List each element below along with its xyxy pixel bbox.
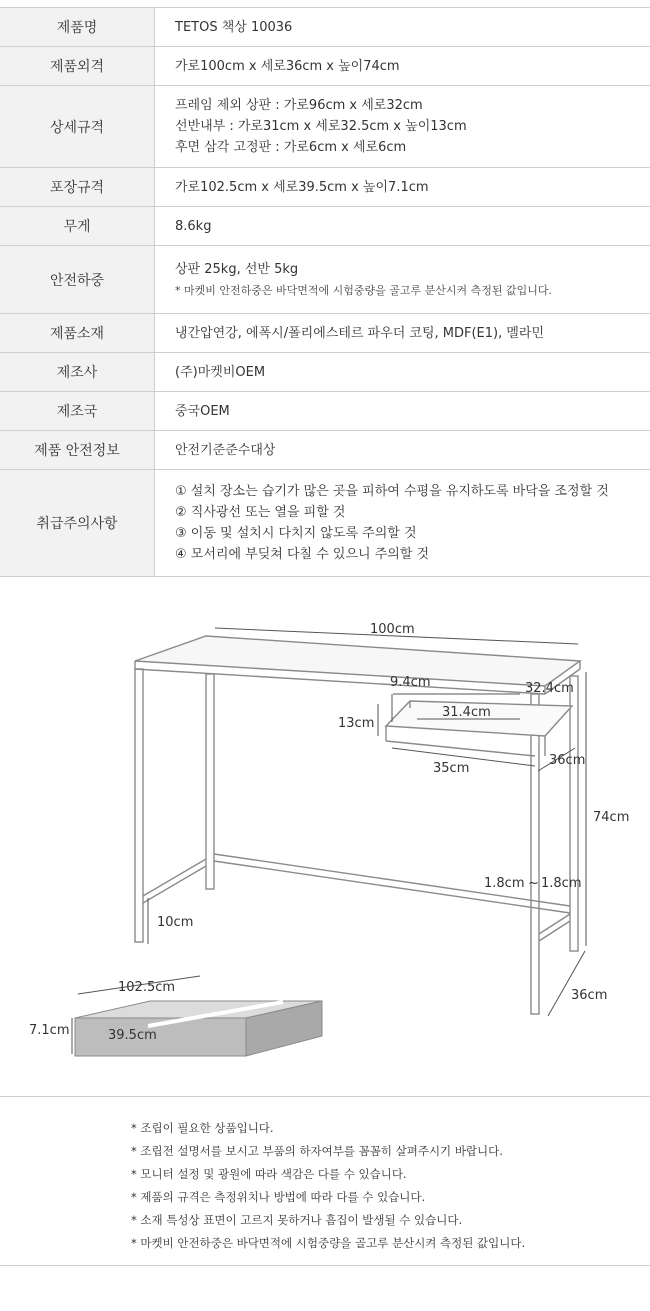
spec-text: 안전기준준수대상 xyxy=(175,442,276,458)
spec-text: 가로102.5cm x 세로39.5cm x 높이7.1cm xyxy=(175,179,429,195)
dim-tube-1: 1.8cm xyxy=(484,876,525,891)
notice-item: * 제품의 규격은 측정위치나 방법에 따라 다를 수 있습니다. xyxy=(131,1190,426,1204)
spec-text: 선반내부 : 가로31cm x 세로32.5cm x 높이13cm xyxy=(175,119,467,134)
spec-text: TETOS 책상 10036 xyxy=(175,19,293,35)
spec-value xyxy=(155,47,650,85)
dim-shelf-inner-width: 31.4cm xyxy=(442,705,491,720)
spec-value xyxy=(155,353,650,391)
notice-item: * 조립전 설명서를 보시고 부품의 하자여부를 꼼꼼히 살펴주시기 바랍니다. xyxy=(131,1144,503,1158)
caution-item: ① 설치 장소는 습기가 많은 곳을 피하여 수평을 유지하도록 바닥을 조정할 것 xyxy=(175,484,609,499)
caution-item: ④ 모서리에 부딪쳐 다칠 수 있으니 주의할 것 xyxy=(175,547,430,562)
spec-label: 제품 안전정보 xyxy=(0,431,155,469)
spec-row-manufacturer xyxy=(0,353,650,392)
spec-label: 제조국 xyxy=(0,392,155,430)
spec-row-outer-size xyxy=(0,47,650,86)
spec-label: 상세규격 xyxy=(0,86,155,167)
desk-frame xyxy=(135,636,580,1014)
dim-bar-height: 10cm xyxy=(157,915,194,930)
dim-base-depth: 36cm xyxy=(571,988,608,1003)
spec-text: (주)마켓비OEM xyxy=(175,364,266,380)
caution-item: ② 직사광선 또는 열을 피할 것 xyxy=(175,505,346,520)
spec-value xyxy=(155,314,650,352)
spec-label: 포장규격 xyxy=(0,168,155,206)
dim-box-height: 7.1cm xyxy=(29,1023,70,1038)
spec-label: 제품소재 xyxy=(0,314,155,352)
spec-value xyxy=(155,168,650,206)
spec-text: 프레임 제외 상판 : 가로96cm x 세로32cm xyxy=(175,98,423,113)
spec-note: * 마켓비 안전하중은 바닥면적에 시험중량을 골고루 분산시켜 측정된 값입니다. xyxy=(175,283,552,297)
spec-text: 중국OEM xyxy=(175,403,230,419)
dim-shelf-width: 35cm xyxy=(433,761,470,776)
spec-row-detail-size xyxy=(0,86,650,168)
notice-item: * 모니터 설정 및 광원에 따라 색감은 다를 수 있습니다. xyxy=(131,1167,407,1181)
spec-table xyxy=(0,7,650,577)
dim-tube-2: 1.8cm xyxy=(541,876,582,891)
dim-shelf-offset: 9.4cm xyxy=(390,675,431,690)
dim-height: 74cm xyxy=(593,810,630,825)
spec-value xyxy=(155,86,650,167)
spec-label: 제품외격 xyxy=(0,47,155,85)
spec-row-weight xyxy=(0,207,650,246)
dim-tube-sep: ~ xyxy=(528,876,539,891)
spec-label: 안전하중 xyxy=(0,246,155,313)
spec-row-load xyxy=(0,246,650,314)
spec-row-caution xyxy=(0,470,650,577)
caution-item: ③ 이동 및 설치시 다치지 않도록 주의할 것 xyxy=(175,526,417,541)
spec-value xyxy=(155,207,650,245)
dim-shelf-depth: 32.4cm xyxy=(525,681,574,696)
spec-row-origin xyxy=(0,392,650,431)
desk-dimension-diagram xyxy=(0,576,650,1096)
spec-text: 가로100cm x 세로36cm x 높이74cm xyxy=(175,58,400,74)
notice-item: * 마켓비 안전하중은 바닥면적에 시험중량을 골고루 분산시켜 측정된 값입니다. xyxy=(131,1236,526,1250)
spec-value xyxy=(155,246,650,313)
spec-row-package-size xyxy=(0,168,650,207)
dim-shelf-height: 13cm xyxy=(338,716,375,731)
spec-row-safety xyxy=(0,431,650,470)
notice-item: * 소재 특성상 표면이 고르지 못하거나 흠집이 발생될 수 있습니다. xyxy=(131,1213,463,1227)
dim-width: 100cm xyxy=(370,622,415,637)
spec-text: 후면 삼각 고정판 : 가로6cm x 세로6cm xyxy=(175,140,407,155)
spec-row-name xyxy=(0,8,650,47)
spec-value xyxy=(155,392,650,430)
spec-value xyxy=(155,470,650,576)
spec-row-material xyxy=(0,314,650,353)
notice-list xyxy=(0,1096,650,1266)
spec-label: 무게 xyxy=(0,207,155,245)
spec-text: 냉간압연강, 에폭시/폴리에스테르 파우더 코팅, MDF(E1), 멜라민 xyxy=(175,325,545,341)
spec-text: 상판 25kg, 선반 5kg xyxy=(175,261,299,277)
dim-box-length: 102.5cm xyxy=(118,980,176,995)
notice-item: * 조립이 필요한 상품입니다. xyxy=(131,1121,274,1135)
spec-label: 제품명 xyxy=(0,8,155,46)
dim-top-depth: 36cm xyxy=(549,753,586,768)
spec-label: 제조사 xyxy=(0,353,155,391)
spec-value xyxy=(155,8,650,46)
spec-value xyxy=(155,431,650,469)
spec-text: 8.6kg xyxy=(175,218,212,234)
spec-label: 취급주의사항 xyxy=(0,470,155,576)
package-box xyxy=(72,976,322,1056)
dim-box-width: 39.5cm xyxy=(108,1028,157,1043)
